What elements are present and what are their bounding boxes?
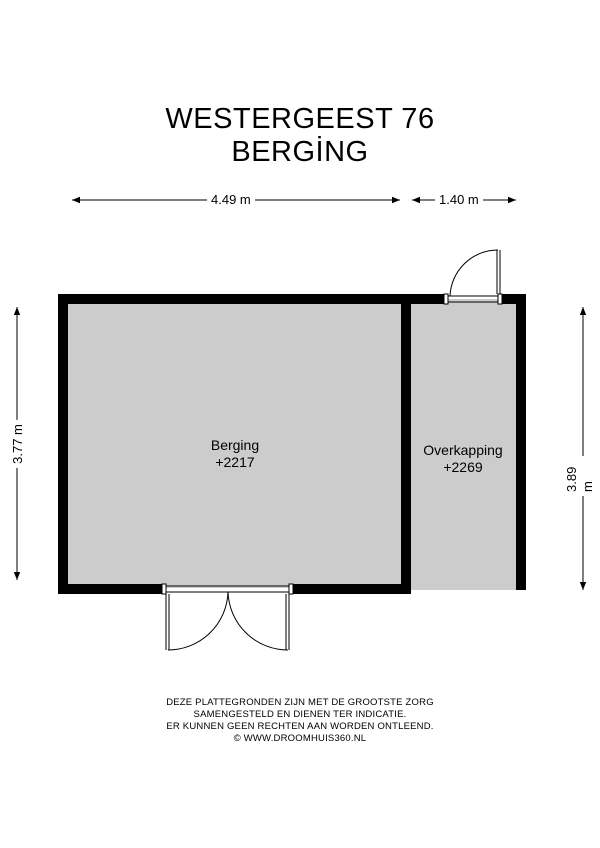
dim-label-top-left: 4.49 m (207, 192, 255, 208)
wall-partition (401, 294, 411, 594)
wall-top-main (58, 294, 444, 304)
room-label-overkapping (413, 442, 513, 476)
disclaimer-link: © WWW.DROOMHUIS360.NL (233, 733, 367, 744)
door-overkapping (444, 250, 502, 304)
wall-bottom-right (292, 584, 411, 594)
room-name: Berging (210, 437, 260, 453)
room-level: +2217 (215, 454, 255, 470)
dim-label-top-right: 1.40 m (435, 192, 483, 208)
room-label-berging (185, 437, 285, 471)
room-level: +2269 (443, 459, 483, 475)
door-berging (162, 584, 293, 650)
disclaimer-line: SAMENGESTELD EN DIENEN TER INDICATIE. (193, 709, 407, 720)
dim-label-left: 3.77 m (10, 420, 26, 468)
wall-right-overkapping (516, 294, 526, 590)
wall-left (58, 294, 68, 594)
disclaimer-line: DEZE PLATTEGRONDEN ZIJN MET DE GROOTSTE ZORG (166, 697, 434, 708)
wall-bottom-left (58, 584, 163, 594)
disclaimer-line: ER KUNNEN GEEN RECHTEN AAN WORDEN ONTLEEND. (166, 721, 434, 732)
plan-subtitle: BERGİNG (231, 136, 369, 168)
plan-title: WESTERGEEST 76 (165, 103, 435, 135)
disclaimer (0, 697, 600, 745)
room-name: Overkapping (423, 442, 503, 458)
dim-label-right: 3.89 m (564, 456, 596, 496)
